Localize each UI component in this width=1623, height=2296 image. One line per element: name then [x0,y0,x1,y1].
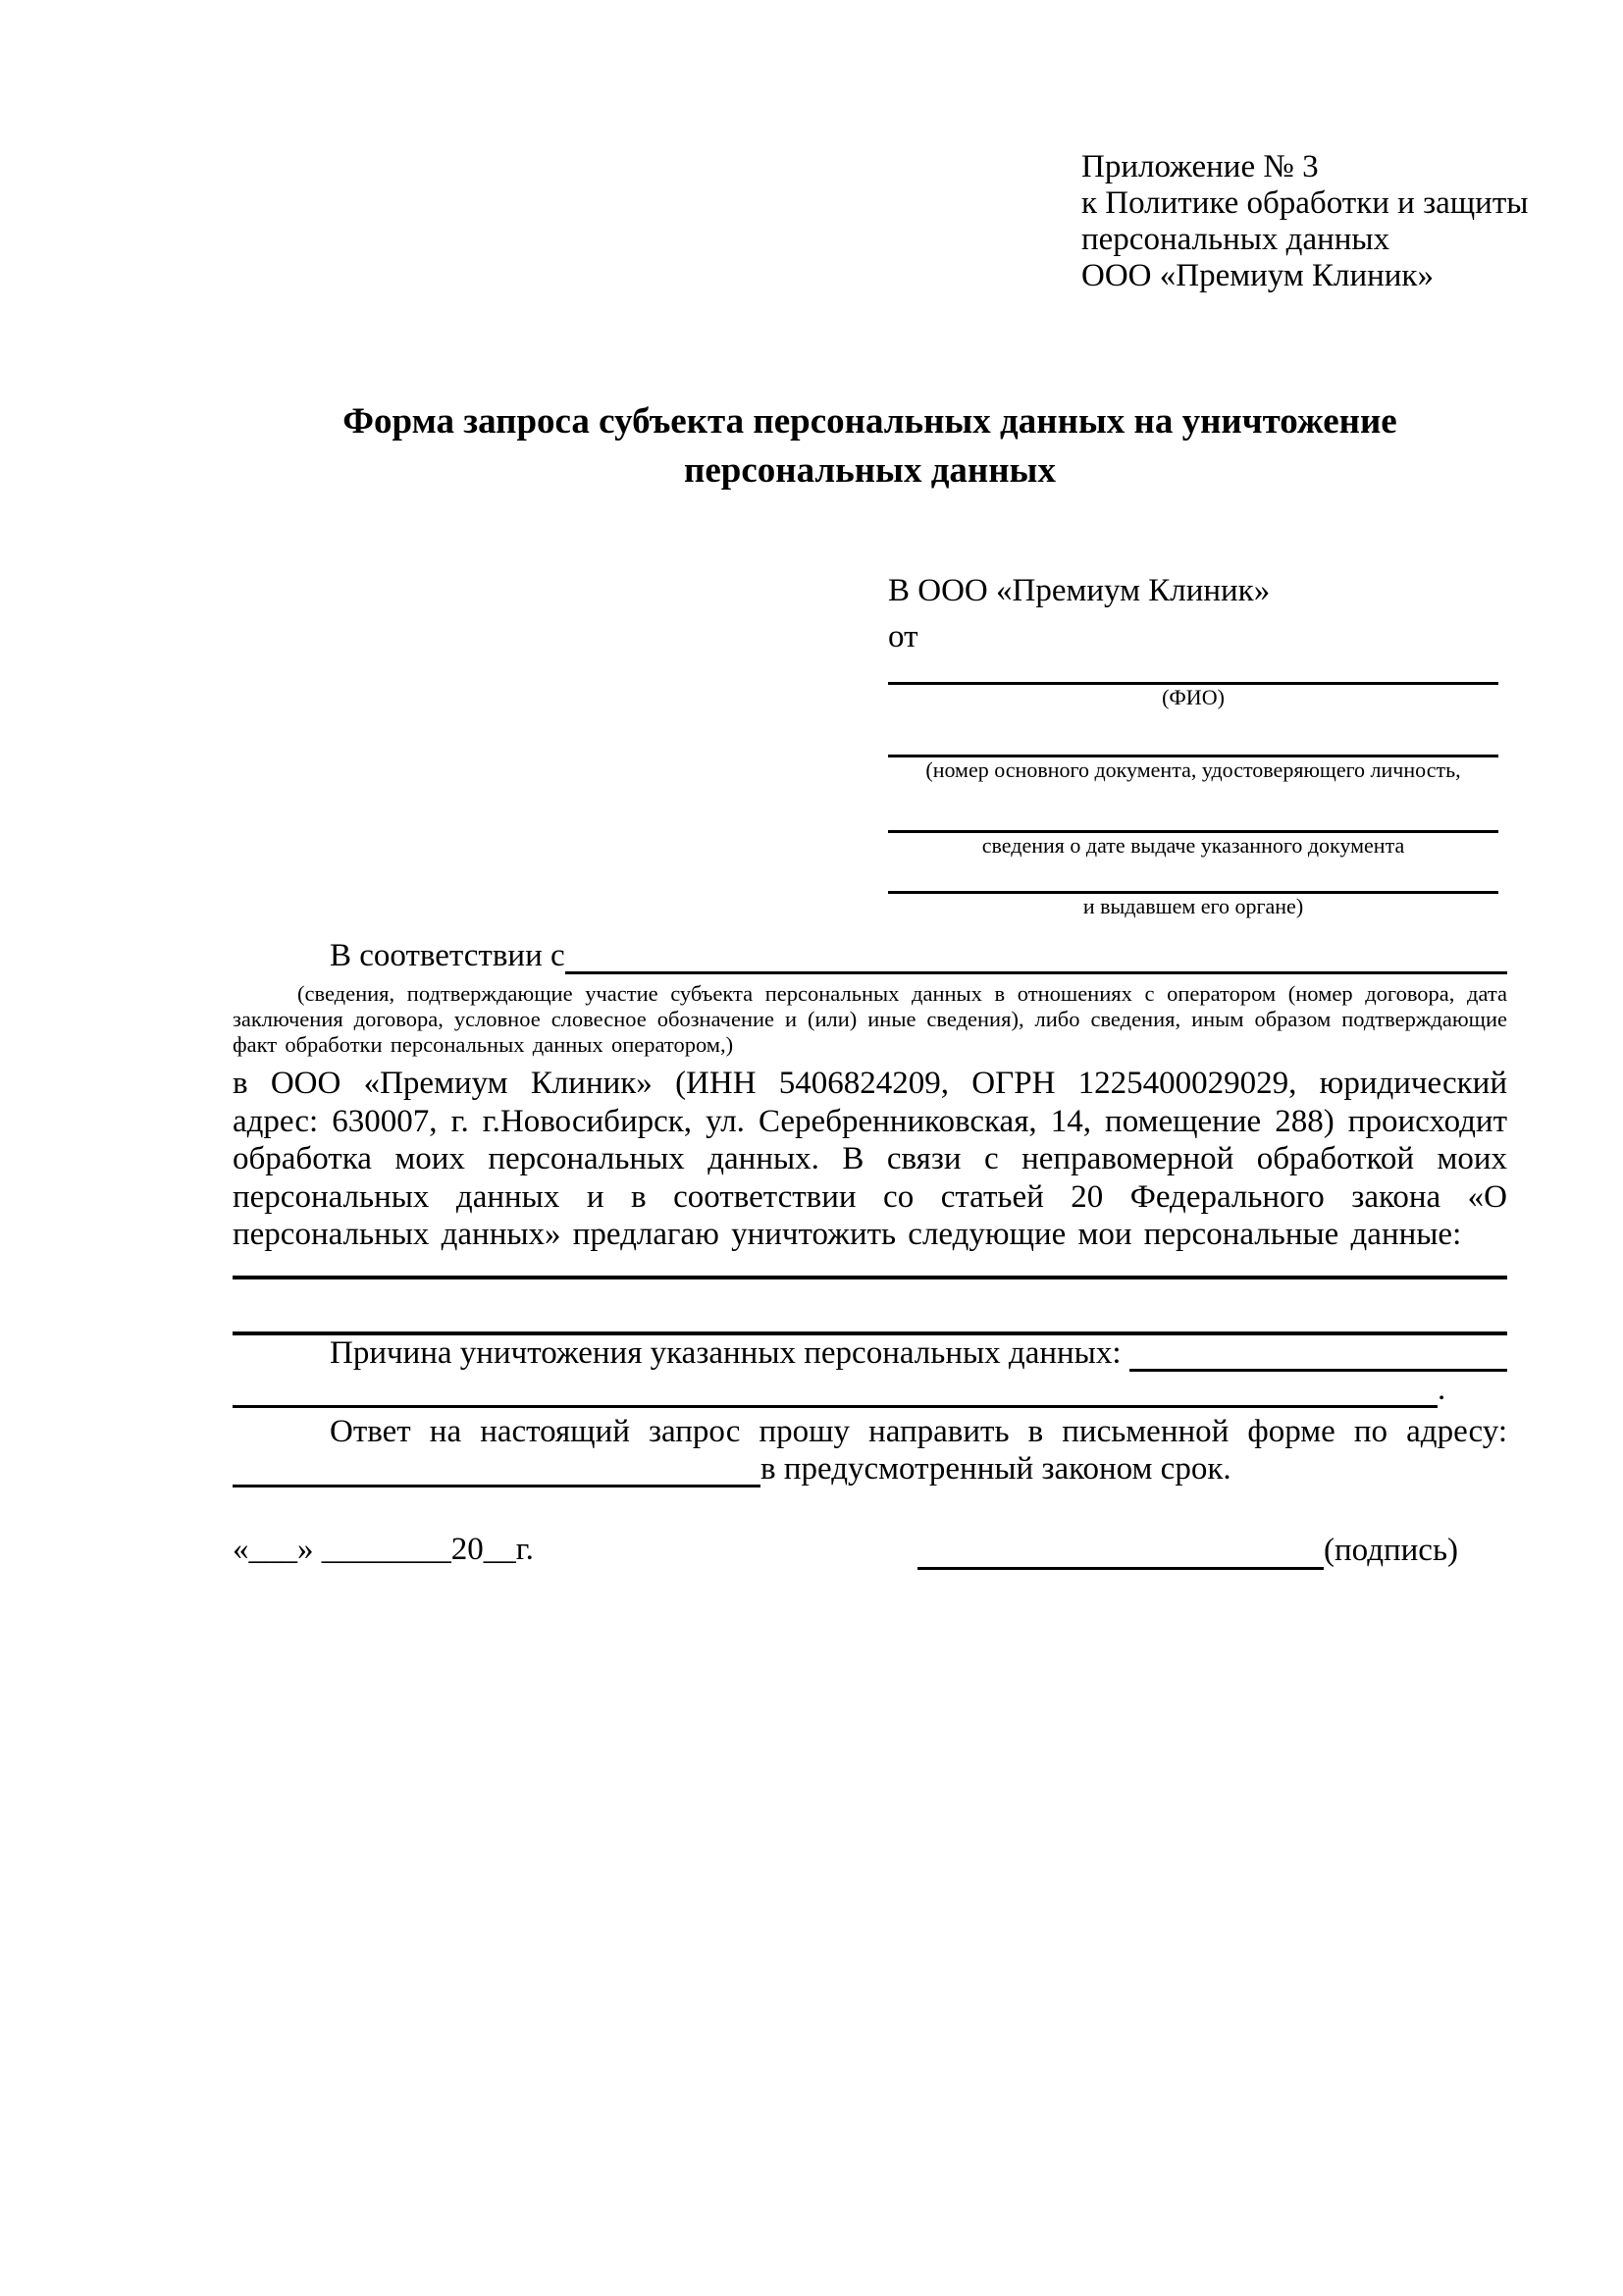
issuing-authority-blank-line [888,859,1498,894]
according-blank-line [565,938,1507,974]
issuing-authority-caption: и выдавшем его органе) [1082,894,1304,918]
header-note [1081,149,1528,294]
date-field: «___» ________20__г. [233,1532,534,1567]
fio-blank-line [888,667,1498,685]
signature-caption: (подпись) [1324,1533,1458,1568]
personal-data-blank-line-2 [233,1294,1507,1335]
signature-blank-line [917,1532,1324,1570]
reason-blank-line [1129,1335,1507,1372]
according-line [233,937,1507,974]
according-prefix: В соответствии с [330,938,565,973]
addressee-block [888,572,1498,919]
issue-date-caption: сведения о дате выдаче указанного документа [981,833,1405,858]
id-document-caption: (номер основного документа, удостоверяющего личность, [925,757,1461,782]
reason-line-terminator: . [1438,1372,1446,1407]
header-note-line: ООО «Премиум Клиник» [1081,258,1434,293]
id-document-blank-line [888,710,1498,757]
page-title: Форма запроса субъекта персональных данных на уничтожение персональных данных [342,401,1397,491]
issue-date-blank-line [888,783,1498,833]
response-request-text: Ответ на настоящий запрос прошу направить в письменной форме по адресу: [330,1414,1507,1449]
reason-label: Причина уничтожения указанных персональных данных: [330,1335,1122,1371]
fio-caption: (ФИО) [1162,685,1225,709]
response-suffix: в предусмотренный законом срок. [760,1451,1231,1487]
operator-paragraph: в ООО «Премиум Клиник» (ИНН 5406824209, ОГРН 1225400029029, юридический адрес: 630007, г. г.Новосибирск, ул. Серебренниковская, 14, помещение 288) происходит обработка моих персональных данных. В связи с неправомерной обработкой моих персональных данных и в соответствии со статьей 20 Федерального закона «О персональных данных» предлагаю уничтожить следующие мои персональные данные: [233,1066,1507,1252]
signature-group [917,1531,1458,1570]
personal-data-blank-line-1 [233,1238,1507,1279]
addressee-to: В ООО «Премиум Клиник» [888,573,1271,608]
addressee-from-label: от [888,619,918,654]
header-note-line: Приложение № 3 [1081,149,1319,184]
response-address-line [233,1450,1507,1487]
according-note: (сведения, подтверждающие участие субъекта персональных данных в отношениях с оператором (номер договора, дата заключения договора, условное словесное обозначение и (или) иные сведения), либо сведения, иным образом подтверждающие факт обработки персональных данных оператором,) [233,981,1507,1057]
address-blank-line [233,1451,760,1487]
date-signature-row [233,1531,1507,1576]
reason-blank-line-2 [233,1372,1438,1408]
reason-continuation-line [233,1372,1507,1408]
reason-line [233,1335,1507,1372]
header-note-line: к Политике обработки и защиты [1081,185,1529,221]
header-note-line: персональных данных [1081,222,1390,257]
